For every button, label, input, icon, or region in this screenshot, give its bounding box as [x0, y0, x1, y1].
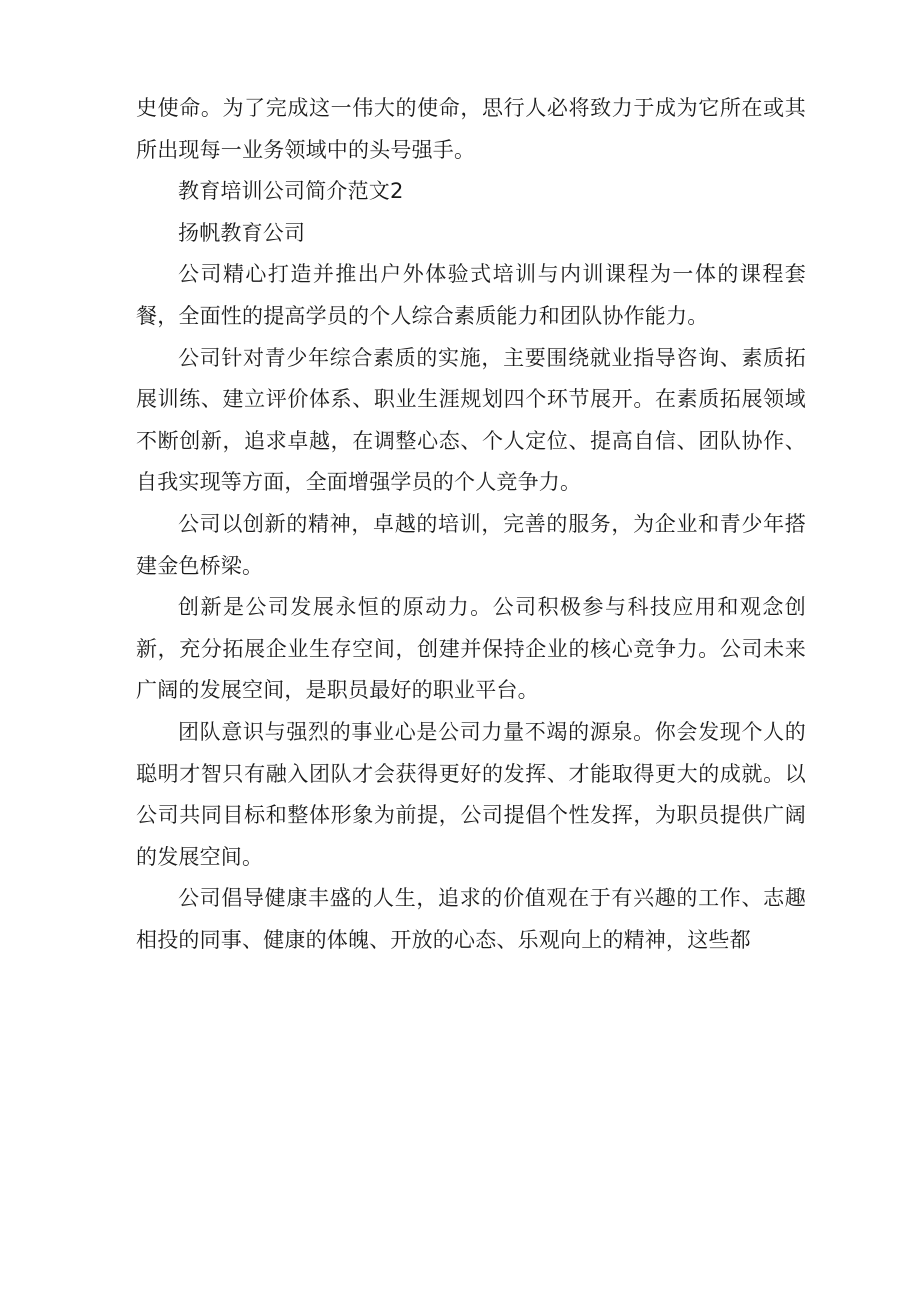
section-heading: 教育培训公司简介范文2 — [178, 179, 404, 204]
paragraph-teamwork: 团队意识与强烈的事业心是公司力量不竭的源泉。你会发现个人的聪明才智只有融入团队才会获得更好的发挥、才能取得更大的成就。以公司共同目标和整体形象为前提，公司提倡个性发挥，为职员提供广阔的发展空间。 — [136, 719, 806, 869]
paragraph-youth-quality: 公司针对青少年综合素质的实施，主要围绕就业指导咨询、素质拓展训练、建立评价体系、职业生涯规划四个环节展开。在素质拓展领域不断创新，追求卓越，在调整心态、个人定位、提高自信、团队协作、自我实现等方面，全面增强学员的个人竞争力。 — [136, 345, 806, 495]
paragraph-innovation: 创新是公司发展永恒的原动力。公司积极参与科技应用和观念创新，充分拓展企业生存空间，创建并保持企业的核心竞争力。公司未来广阔的发展空间，是职员最好的职业平台。 — [136, 595, 806, 703]
company-name: 扬帆教育公司 — [178, 220, 306, 245]
document-body — [136, 88, 806, 961]
paragraph-intro-continuation: 史使命。为了完成这一伟大的使命，思行人必将致力于成为它所在或其所出现每一业务领域中的头号强手。 — [136, 96, 806, 162]
paragraph-bridge: 公司以创新的精神，卓越的培训，完善的服务，为企业和青少年搭建金色桥梁。 — [136, 511, 806, 578]
paragraph-values: 公司倡导健康丰盛的人生，追求的价值观在于有兴趣的工作、志趣相投的同事、健康的体魄、开放的心态、乐观向上的精神，这些都 — [136, 886, 806, 952]
paragraph-courses: 公司精心打造并推出户外体验式培训与内训课程为一体的课程套餐，全面性的提高学员的个人综合素质能力和团队协作能力。 — [136, 262, 806, 328]
